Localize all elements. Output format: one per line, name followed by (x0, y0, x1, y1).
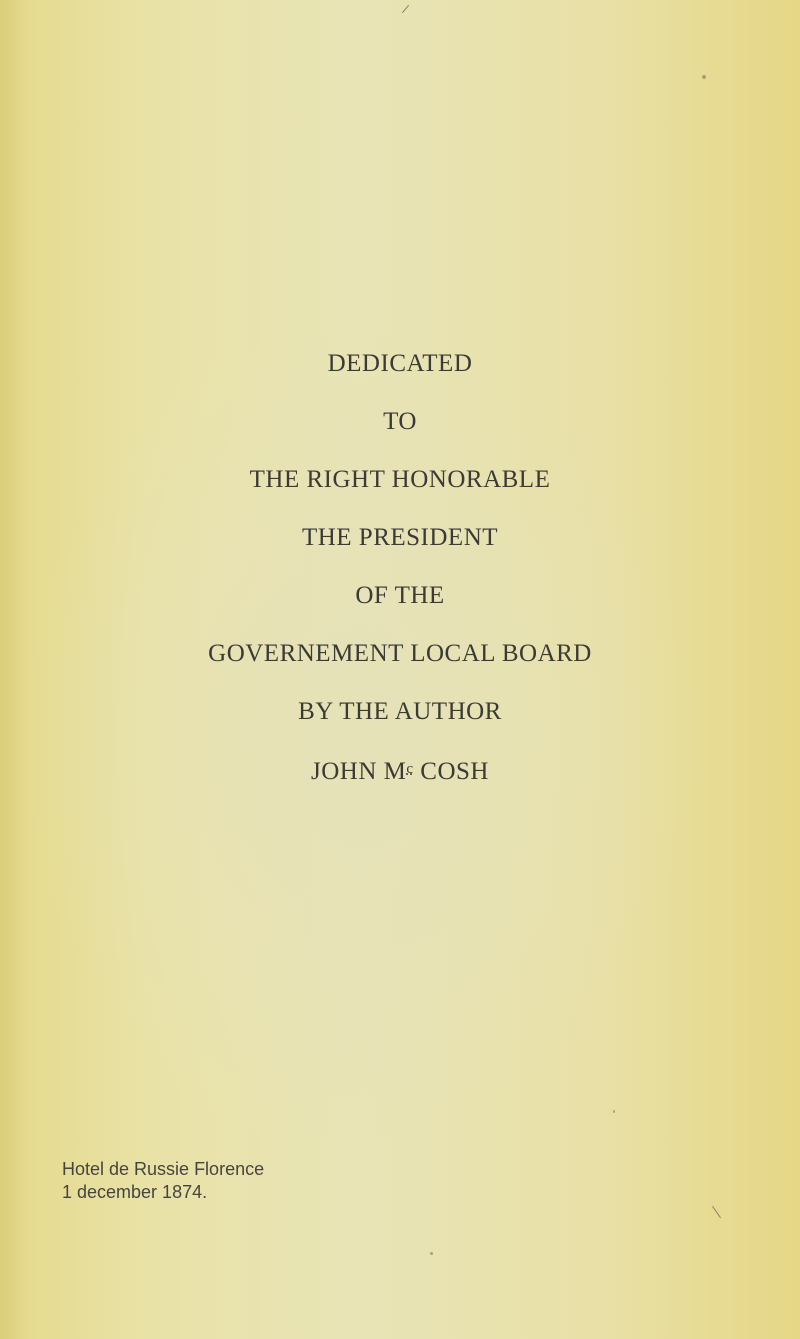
dedication-line-by-author: BY THE AUTHOR (298, 698, 502, 725)
dedication-line-right-honorable: THE RIGHT HONORABLE (249, 466, 551, 493)
author-name-first: JOHN M (311, 758, 407, 785)
dedication-line-to: TO (383, 408, 417, 435)
dedication-line-president: THE PRESIDENT (301, 524, 499, 551)
author-name (0, 756, 800, 785)
imprint-place: Hotel de Russie Florence (62, 1159, 265, 1179)
paper-mark (402, 5, 409, 13)
imprint-block (62, 1158, 264, 1204)
dedication-block (0, 350, 800, 816)
paper-speck (702, 75, 706, 79)
dedication-line-local-board: GOVERNEMENT LOCAL BOARD (208, 640, 592, 667)
paper-speck (430, 1252, 433, 1255)
author-name-superscript: c (406, 761, 414, 777)
paper-mark (712, 1206, 721, 1218)
paper-speck (613, 1110, 615, 1113)
author-name-last: COSH (413, 758, 489, 785)
dedication-line-of-the: OF THE (355, 582, 445, 609)
dedication-line-dedicated: DEDICATED (327, 350, 473, 377)
imprint-date: 1 december 1874. (62, 1182, 208, 1202)
